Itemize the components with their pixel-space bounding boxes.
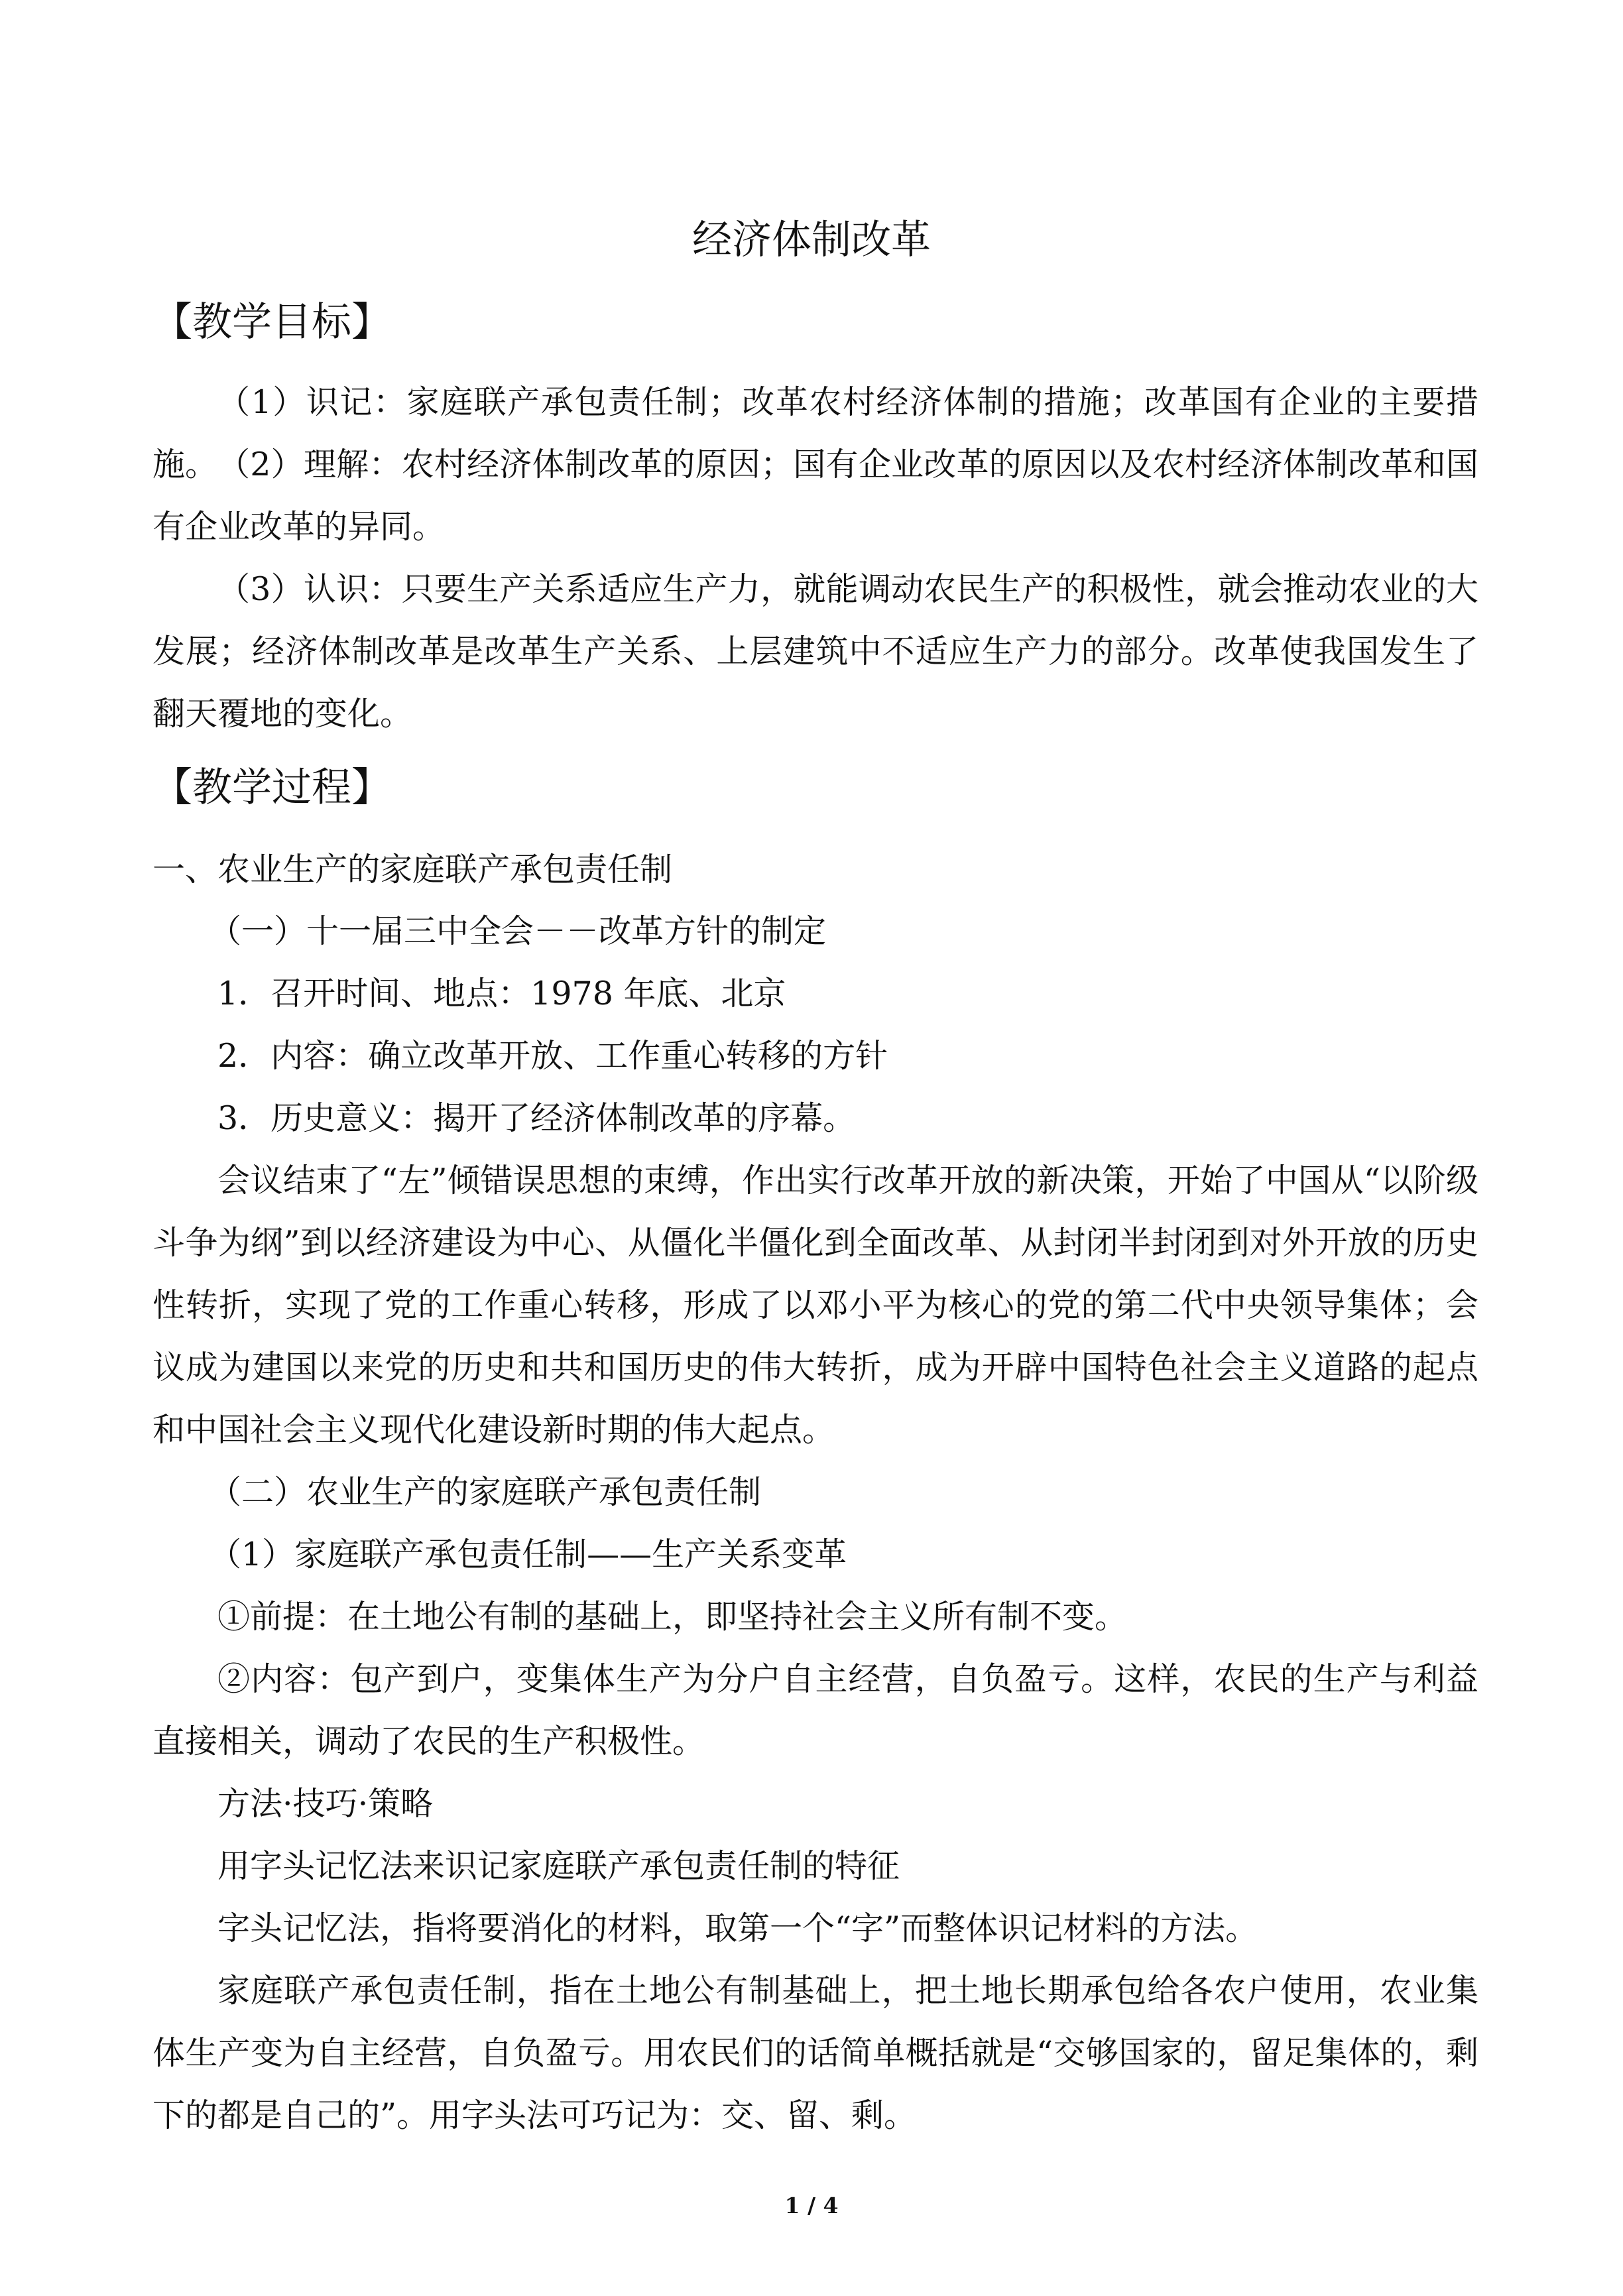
goal-item-1: （1）识记：家庭联产承包责任制；改革农村经济体制的措施；改革国有企业的主要措施。: [152, 383, 1478, 483]
meeting-paragraph: 会议结束了“左”倾错误思想的束缚，作出实行改革开放的新决策，开始了中国从“以阶级斗争为纲”到以经济建设为中心、从僵化半僵化到全面改革、从封闭半封闭到对外开放的历史性转折，实现了党的工作重心转移，形成了以邓小平为核心的党的第二代中央领导集体；会议成为建国以来党的历史和共和国历史的伟大转折，成为开辟中国特色社会主义道路的起点和中国社会主义现代化建设新时期的伟大起点。: [152, 1162, 1478, 1449]
goal-item-3: （3）认识：只要生产关系适应生产力，就能调动农民生产的积极性，就会推动农业的大发展；经济体制改革是改革生产关系、上层建筑中不适应生产力的部分。改革使我国发生了翻天覆地的变化。: [152, 570, 1478, 733]
list-item-time-place: 1．召开时间、地点：1978 年底、北京: [217, 975, 786, 1012]
method-line: 用字头记忆法来识记家庭联产承包责任制的特征: [217, 1847, 900, 1885]
heading-agriculture: 一、农业生产的家庭联产承包责任制: [152, 851, 673, 888]
contract-system-item: （1）家庭联产承包责任制——生产关系变革: [209, 1536, 847, 1573]
subheading-third-plenum: （一）十一届三中全会－－改革方针的制定: [209, 912, 827, 950]
page-number: 1 / 4: [784, 2193, 839, 2218]
content-paragraph: ②内容：包产到户，变集体生产为分户自主经营，自负盈亏。这样，农民的生产与利益直接相关，调动了农民的生产积极性。: [152, 1660, 1478, 1760]
subheading-contract-system: （二）农业生产的家庭联产承包责任制: [209, 1473, 762, 1511]
premise-line: ①前提：在土地公有制的基础上，即坚持社会主义所有制不变。: [217, 1598, 1128, 1636]
list-item-significance: 3．历史意义：揭开了经济体制改革的序幕。: [217, 1099, 856, 1137]
list-item-content: 2．内容：确立改革开放、工作重心转移的方针: [217, 1037, 888, 1075]
section-heading-process: 【教学过程】: [152, 764, 391, 811]
method-paragraph: 家庭联产承包责任制，指在土地公有制基础上，把土地长期承包给各农户使用，农业集体生产变为自主经营，自负盈亏。用农民们的话简单概括就是“交够国家的，留足集体的，剩下的都是自己的”。用字头法可巧记为：交、留、剩。: [152, 1972, 1478, 2134]
goal-item-2: （2）理解：农村经济体制改革的原因；国有企业改革的原因以及农村经济体制改革和国有企业改革的异同。: [152, 446, 1478, 546]
document-title: 经济体制改革: [692, 217, 931, 263]
method-definition: 字头记忆法，指将要消化的材料，取第一个“字”而整体识记材料的方法。: [217, 1909, 1258, 1947]
method-title: 方法·技巧·策略: [217, 1785, 434, 1823]
section-heading-goals: 【教学目标】: [152, 299, 391, 345]
